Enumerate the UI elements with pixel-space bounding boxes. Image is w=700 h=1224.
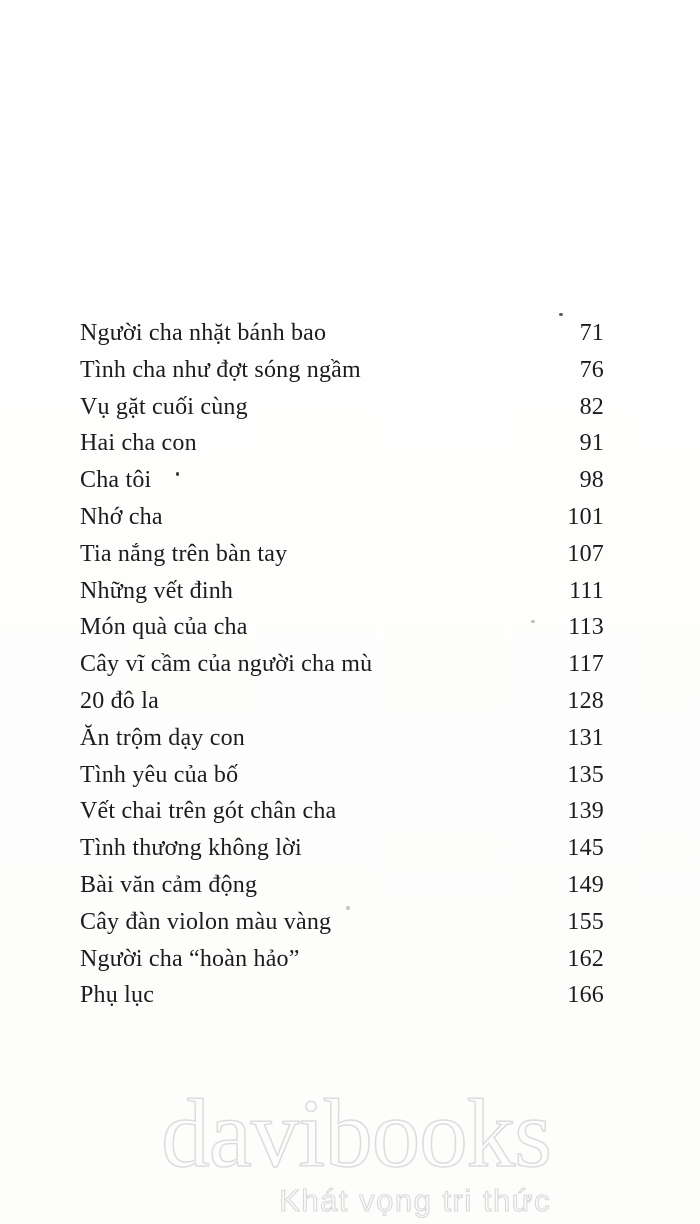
scan-speck <box>346 906 350 910</box>
toc-entry <box>80 688 604 725</box>
toc-entry-title: Người cha “hoàn hảo” <box>80 945 300 972</box>
toc-entry-page: 91 <box>579 430 604 457</box>
toc-entry-page: 145 <box>567 835 604 862</box>
toc-entry <box>80 872 604 909</box>
toc-entry-title: Món quà của cha <box>80 614 248 641</box>
toc-entry-title: Tình yêu của bố <box>80 761 239 788</box>
scan-speck <box>531 620 535 623</box>
toc-entry-page: 107 <box>567 540 604 567</box>
toc-entry-title: Người cha nhặt bánh bao <box>80 320 327 346</box>
toc-entry-title: Cây đàn violon màu vàng <box>80 908 332 935</box>
toc-entry-page: 128 <box>567 687 604 714</box>
toc-entry-title: Tình cha như đợt sóng ngầm <box>80 356 361 383</box>
scan-speck <box>559 313 563 316</box>
toc-entry <box>80 762 604 799</box>
toc-entry <box>80 614 604 651</box>
toc-entry <box>80 946 604 983</box>
toc-entry-page: 113 <box>568 614 604 641</box>
toc-entry-title: Cha tôi <box>80 467 152 494</box>
toc-entry <box>80 357 604 394</box>
toc-entry-title: Những vết đinh <box>80 577 234 604</box>
toc-entry-page: 155 <box>567 908 604 935</box>
scan-speck <box>176 472 179 476</box>
toc-list <box>80 320 604 1019</box>
toc-entry-page: 162 <box>567 945 604 972</box>
toc-entry <box>80 504 604 541</box>
toc-entry <box>80 394 604 431</box>
toc-entry-page: 111 <box>569 577 604 604</box>
watermark <box>161 1080 551 1218</box>
toc-entry <box>80 430 604 467</box>
toc-entry-page: 149 <box>567 871 604 898</box>
toc-entry-page: 166 <box>567 982 604 1009</box>
toc-entry-title: Bài văn cảm động <box>80 871 258 898</box>
watermark-logo: davibooks <box>161 1080 551 1187</box>
toc-entry <box>80 909 604 946</box>
toc-entry-title: Tình thương không lời <box>80 835 302 862</box>
toc-entry-title: 20 đô la <box>80 687 159 714</box>
toc-entry <box>80 725 604 762</box>
toc-entry-title: Cây vĩ cầm của người cha mù <box>80 651 373 678</box>
toc-entry-page: 139 <box>567 798 604 825</box>
watermark-tagline: Khát vọng tri thức <box>279 1183 551 1218</box>
toc-entry-page: 131 <box>567 724 604 751</box>
toc-entry-title: Tia nắng trên bàn tay <box>80 540 288 567</box>
toc-entry-title: Hai cha con <box>80 430 197 457</box>
toc-entry-title: Ăn trộm dạy con <box>80 724 245 751</box>
toc-entry-title: Vết chai trên gót chân cha <box>80 798 337 825</box>
toc-entry-title: Phụ lục <box>80 982 155 1009</box>
toc-entry-page: 82 <box>579 393 604 420</box>
toc-entry <box>80 835 604 872</box>
toc-entry <box>80 541 604 578</box>
toc-entry <box>80 467 604 504</box>
toc-entry-page: 117 <box>568 651 604 678</box>
toc-entry-page: 135 <box>567 761 604 788</box>
toc-entry-page: 71 <box>579 320 604 346</box>
toc-entry-page: 76 <box>579 356 604 383</box>
toc-entry-title: Vụ gặt cuối cùng <box>80 393 248 420</box>
toc-entry <box>80 982 604 1019</box>
toc-entry <box>80 320 604 357</box>
toc-entry-page: 98 <box>579 467 604 494</box>
toc-entry-page: 101 <box>567 503 604 530</box>
toc-entry <box>80 578 604 615</box>
toc-entry <box>80 798 604 835</box>
toc-entry-title: Nhớ cha <box>80 503 163 530</box>
toc-entry <box>80 651 604 688</box>
